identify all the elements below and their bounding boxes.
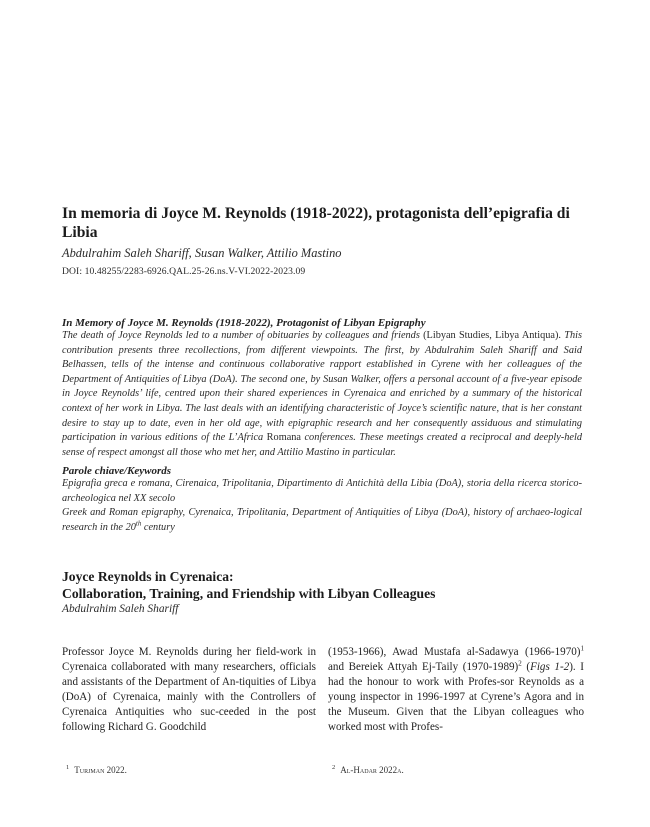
- abstract-text-d: Romana: [266, 432, 301, 444]
- keywords-italian: Epigrafia greca e romana, Cirenaica, Tripolitania, Dipartimento di Antichità della Libia (DoA), storia della ricerca storico-archeologica nel XX secolo: [62, 478, 582, 504]
- body-right-a: (1953-1966), Awad Mustafa al-Sadawya (1966-1970): [328, 646, 581, 658]
- keywords-body: [62, 477, 582, 535]
- section-title-line1: Joyce Reynolds in Cyrenaica:: [62, 569, 234, 584]
- figure-reference: Figs 1-2: [530, 661, 570, 674]
- footnote-2-text: Al-Hadar 2022a.: [340, 765, 404, 775]
- body-right-b: and Bereiek Attyah Ej-Taily (1970-1989): [328, 661, 519, 674]
- section-author: Abdulrahim Saleh Shariff: [62, 603, 179, 615]
- body-right-c: (: [521, 661, 531, 674]
- footnote-2: [332, 764, 404, 775]
- section-title: [62, 568, 435, 602]
- article-doi: DOI: 10.48255/2283-6926.QAL.25-26.ns.V-VI.2022-2023.09: [62, 266, 306, 277]
- body-right-d: ). I had the honour to work with Profes-sor Reynolds as a young inspector in 1996-1997 at Cyrene’s Agora and in the Museum. Given that the Libyan colleagues who worked most with Profes-: [328, 661, 585, 734]
- footnote-1-number: 1: [66, 764, 70, 771]
- section-title-line2: Collaboration, Training, and Friendship with Libyan Colleagues: [62, 586, 436, 601]
- body-column-left: Professor Joyce M. Reynolds during her field-work in Cyrenaica collaborated with many researchers, officials and assistants of the Department of An-tiquities of Libya (DoA) of Cyrenaica, mainly with the Controllers of Cyrenaica Antiquities who suc-ceeded in the post following Richard G. Goodchild: [62, 646, 316, 734]
- footnote-1-text: Turjman 2022.: [74, 765, 127, 775]
- article-title: In memoria di Joyce M. Reynolds (1918-2022), protagonista dell’epigrafia di Libia: [62, 205, 570, 241]
- footnote-ref-2[interactable]: 2: [518, 659, 522, 668]
- abstract-body: [62, 329, 582, 460]
- footnote-ref-1[interactable]: 1: [580, 644, 584, 653]
- article-authors: Abdulrahim Saleh Shariff, Susan Walker, Attilio Mastino: [62, 246, 342, 260]
- keywords-english-a: Greek and Roman epigraphy, Cyrenaica, Tripolitania, Department of Antiquities of Libya (DoA), history of archaeo-logical research in the 20: [62, 507, 582, 533]
- keywords-english: [62, 506, 582, 535]
- abstract-text-c: This contribution presents three recollections, from different viewpoints. The first, by Abdulrahim Saleh Shariff and Said Belhassen, tells of the intense and continuous collaborative rapport established in Cyrene with her colleagues of the Department of Antiquities of Libya (DoA). The second one, by Susan Walker, offers a personal account of a five-year episode in Joyce Reynolds’ life, centred upon their shared experiences in Cyrenaica and enriched by a summary of the historical context of her work in Libya. The last deals with an identifying characteristic of Joyce’s scientific nature, that is her constant desire to stay up to date, even in her old age, with epigraphic research and her consequently assiduous and stimulating participation in various editions of the L’Africa: [62, 330, 582, 444]
- footnote-1: [66, 764, 127, 775]
- keywords-title: Parole chiave/Keywords: [62, 465, 172, 477]
- keywords-english-b: century: [141, 521, 175, 533]
- abstract-title: In Memory of Joyce M. Reynolds (1918-2022), Protagonist of Libyan Epigraphy: [62, 317, 426, 329]
- abstract-text-b: (Libyan Studies, Libya Antiqua).: [423, 330, 561, 341]
- footnote-2-number: 2: [332, 764, 336, 771]
- keywords-english-sup: th: [135, 519, 142, 528]
- abstract-text-a: The death of Joyce Reynolds led to a number of obituaries by colleagues and friends: [62, 330, 424, 341]
- body-column-right: [328, 645, 584, 736]
- abstract-text-e: conferences. These meetings created a reciprocal and deeply-held sense of respect amongst all those who met her, and Attilio Mastino in particular.: [62, 432, 582, 458]
